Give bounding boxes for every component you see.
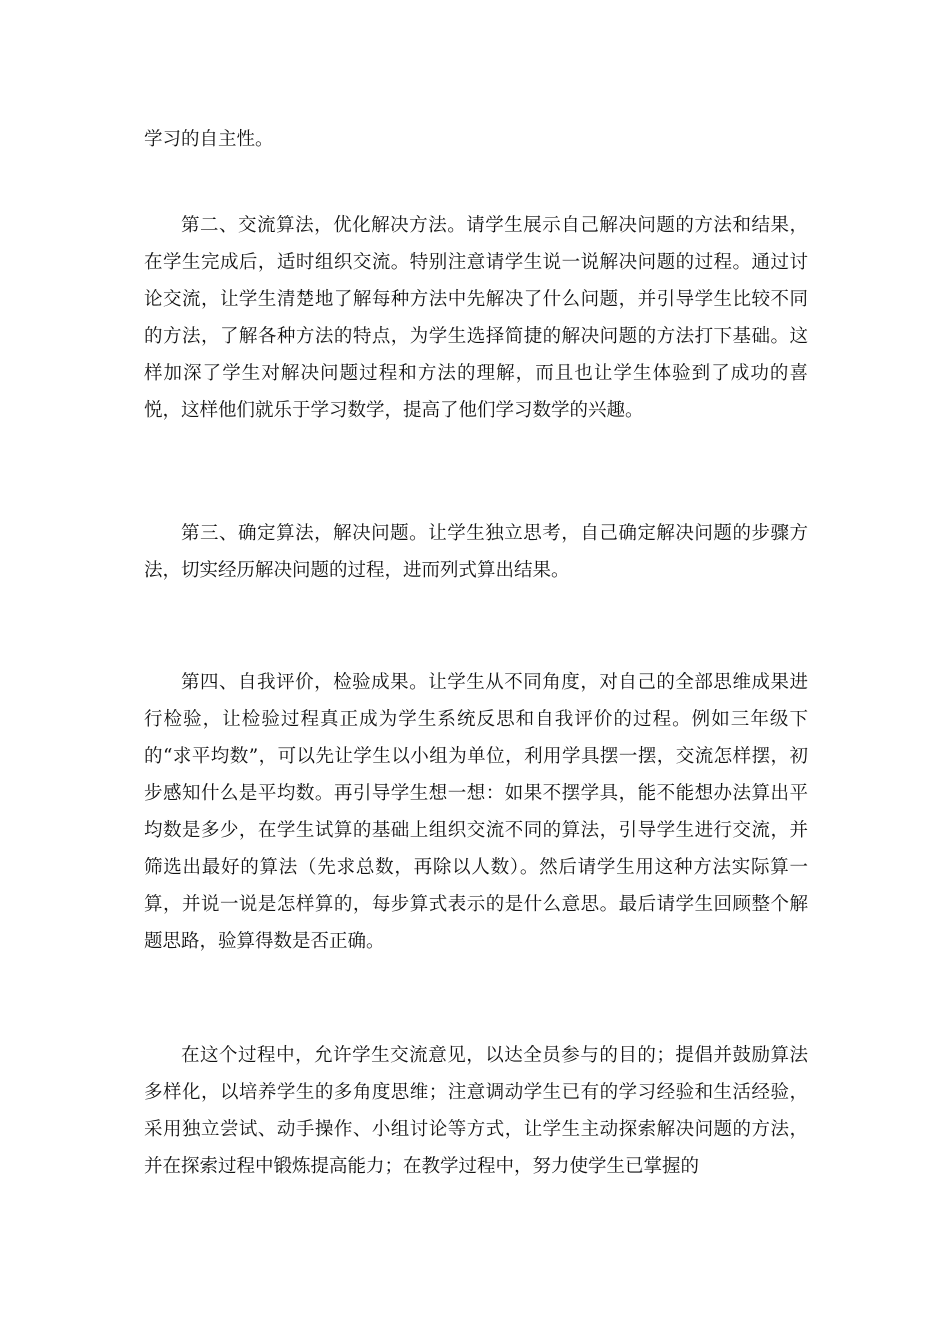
paragraph-process-summary: 在这个过程中，允许学生交流意见，以达全员参与的目的；提倡并鼓励算法多样化，以培养学生的多角度思维；注意调动学生已有的学习经验和生活经验，采用独立尝试、动手操作、小组讨论等方式，让学生主动探索解决问题的方法，并在探索过程中锻炼提高能力；在教学过程中，努力使学生已掌握的	[144, 1045, 808, 1177]
paragraph-step-two: 第二、交流算法，优化解决方法。请学生展示自己解决问题的方法和结果，在学生完成后，适时组织交流。特别注意请学生说一说解决问题的过程。通过讨论交流，让学生清楚地了解每种方法中先解决了什么问题，并引导学生比较不同的方法，了解各种方法的特点，为学生选择简捷的解决问题的方法打下基础。这样加深了学生对解决问题过程和方法的理解，而且也让学生体验到了成功的喜悦，这样他们就乐于学习数学，提高了他们学习数学的兴趣。	[144, 215, 808, 421]
paragraph-continuation: 学习的自主性。	[144, 129, 274, 150]
paragraph-step-three: 第三、确定算法，解决问题。让学生独立思考，自己确定解决问题的步骤方法，切实经历解决问题的过程，进而列式算出结果。	[144, 523, 808, 581]
paragraph-step-four: 第四、自我评价，检验成果。让学生从不同角度，对自己的全部思维成果进行检验，让检验过程真正成为学生系统反思和自我评价的过程。例如三年级下的“求平均数”，可以先让学生以小组为单位，利用学具摆一摆，交流怎样摆，初步感知什么是平均数。再引导学生想一想：如果不摆学具，能不能想办法算出平均数是多少，在学生试算的基础上组织交流不同的算法，引导学生进行交流，并筛选出最好的算法（先求总数，再除以人数）。然后请学生用这种方法实际算一算，并说一说是怎样算的，每步算式表示的是什么意思。最后请学生回顾整个解题思路，验算得数是否正确。	[144, 672, 808, 952]
